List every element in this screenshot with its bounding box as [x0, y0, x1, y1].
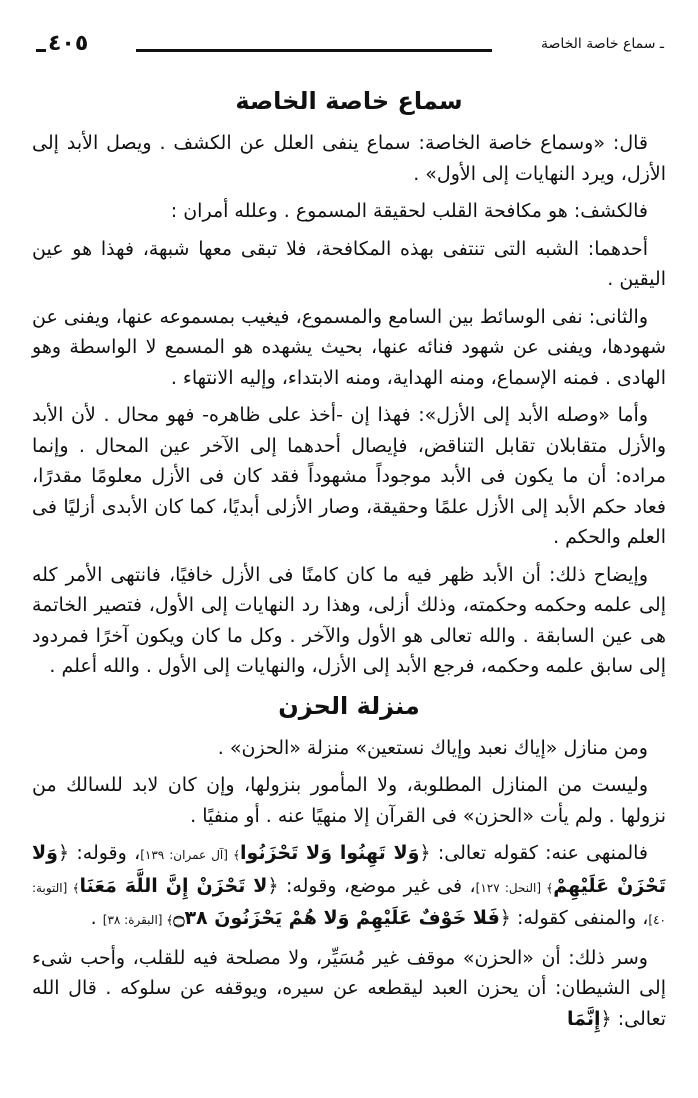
page-content [32, 78, 666, 1041]
paragraph [32, 943, 666, 1035]
paragraph [32, 838, 666, 936]
page-number: ٤٠٥ [48, 31, 89, 56]
verse-reference: ﴾ [التوبة: ٤٠] [32, 880, 666, 927]
text-run: ، فى غير موضع، وقوله: ﴿ [267, 874, 476, 897]
text-run: فالمنهى عنه: كقوله تعالى: ﴿ [419, 842, 649, 864]
paragraph: فالكشف: هو مكافحة القلب لحقيقة المسموع . وعلله أمران : [170, 200, 648, 222]
paragraph: وإيضاح ذلك: أن الأبد ظهر فيه ما كان كامنًا فى الأزل خافيًا، فانتهى الأمر كله إلى علمه وحكمه وحكمته، وذلك أزلى، وهذا رد النهايات إلى الأول، فتصير الخاتمة هى عين السابقة . والله تعالى هو الأول والآخر . وكل ما كان ويكون آخرًا فمردود إلى سابق علمه وحكمه، فرجع الأبد إلى الأزل، والنهايات إلى الأول . والله أعلم . [32, 563, 666, 677]
paragraph: قال: «وسماع خاصة الخاصة: سماع ينفى العلل عن الكشف . ويصل الأبد إلى الأزل، ويرد النهايات إلى الأول» . [32, 132, 666, 185]
paragraph: ومن منازل «إياك نعبد وإياك نستعين» منزلة «الحزن» . [217, 736, 648, 759]
text-run: ، والمنفى كقوله: ﴿ [499, 907, 649, 929]
header-rule [136, 49, 492, 52]
verse-reference: ﴾ [النحل: ١٢٧] [475, 880, 554, 895]
section-title: منزلة الحزن [278, 691, 420, 720]
quran-quote: إِنَّمَا [567, 1007, 601, 1030]
header-rule-left [36, 49, 46, 52]
paragraph: والثانى: نفى الوسائط بين السامع والمسموع، فيغيب بمسموعه عنها، ويفنى عن شهودها، ويفنى عن شهود فنائه عنها، بحيث يشهده هو المسمع لا الواسطة وهو الهادى . فمنه الإسماع، ومنه الهداية، ومنه الابتداء، وإليه الانتهاء . [32, 305, 666, 389]
paragraph: أحدهما: الشبه التى تنتفى بهذه المكافحة، فلا تبقى معها شبهة، فهذا هو عين اليقين . [32, 237, 666, 290]
quran-quote: وَلا تَهِنُوا وَلا تَحْزَنُوا [240, 842, 420, 864]
quran-quote: لا تَحْزَنْ إِنَّ اللَّهَ مَعَنَا [79, 874, 268, 897]
text-run: . [90, 907, 103, 929]
text-run: وسر ذلك: أن «الحزن» موقف غير مُسَيِّر، ولا مصلحة فيه للقلب، وأحب شىء إلى الشيطان: أن يحزن العبد ليقطعه عن سيره، ويوقفه عن سلوكه . قال الله تعالى: ﴿ [32, 946, 666, 1030]
verse-reference: ﴾ [آل عمران: ١٣٩] [140, 848, 241, 862]
quran-quote: وَلا تَحْزَنْ عَلَيْهِمْ [32, 842, 666, 897]
verse-reference: ﴾ [البقرة: ٣٨] [102, 913, 174, 927]
running-title: ـ سماع خاصة الخاصة [540, 36, 664, 52]
text-run: ، وقوله: ﴿ [57, 842, 141, 864]
paragraph: وأما «وصله الأبد إلى الأزل»: فهذا إن -أخذ على ظاهره- فهو محال . لأن الأبد والأزل متقابلان تقابل التناقض، فإيصال أحدهما إلى الآخر عين المحال . وإنما مراده: أن ما يكون فى الأبد موجوداً مشهوداً فقد كان فى الأزل معلومًا مقدرًا، فعاد حكم الأبد إلى الأزل علمًا وحقيقة، وصار الأزلى أبديًا، كما كان الأبدى أزليًا فى العلم والحكم . [32, 404, 666, 548]
section-title: سماع خاصة الخاصة [235, 87, 463, 115]
page-header [36, 28, 664, 68]
paragraph: وليست من المنازل المطلوبة، ولا المأمور بنزولها، وإن كان لابد للسالك من نزولها . ولم يأت «الحزن» فى القرآن إلا منهيًا عنه . أو منفيًا . [32, 774, 666, 827]
quran-quote: فَلا خَوْفٌ عَلَيْهِمْ وَلا هُمْ يَحْزَنُونَ ۝٣٨ [173, 907, 500, 929]
